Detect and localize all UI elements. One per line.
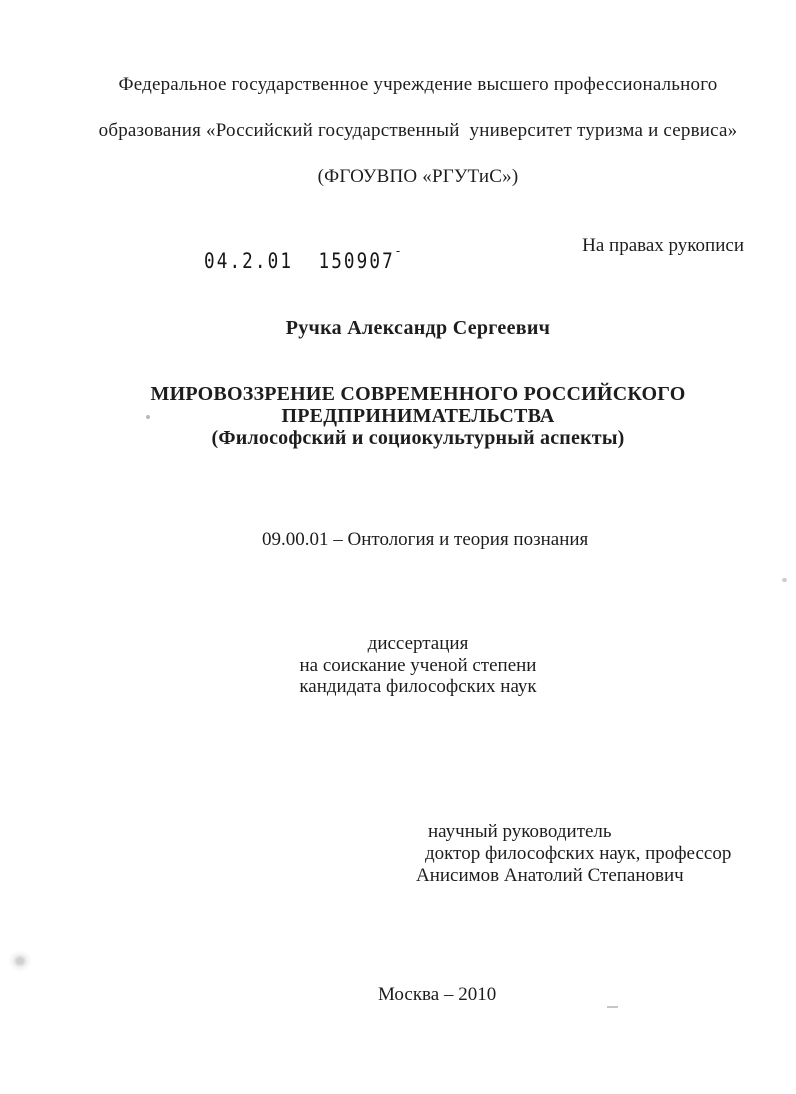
thesis-line3: кандидата философских наук (299, 676, 537, 697)
thesis-line2: на соискание ученой степени (299, 654, 537, 676)
scan-artifact-dot (782, 578, 787, 582)
thesis-statement (38, 633, 796, 698)
supervisor-info (416, 821, 731, 887)
university-header (38, 62, 796, 200)
specialty-code: 09.00.01 – Онтология и теория познания (262, 529, 589, 550)
title-line1: МИРОВОЗЗРЕНИЕ СОВРЕМЕННОГО РОССИЙСКОГО (150, 383, 686, 405)
accession-number: 04.2.01 150907 (204, 249, 395, 273)
author-name: Ручка Александр Сергеевич (285, 317, 551, 339)
supervisor-degree: доктор философских наук, профессор (425, 843, 732, 864)
supervisor-name: Анисимов Анатолий Степанович (416, 865, 684, 886)
thesis-line1: диссертация (367, 633, 469, 654)
title-subtitle: (Философский и социокультурный аспекты) (211, 427, 625, 449)
city-year: Москва – 2010 (378, 984, 497, 1005)
title-line2: ПРЕДПРИНИМАТЕЛЬСТВА (281, 405, 555, 427)
scan-artifact-dash (607, 1006, 618, 1008)
university-name-line1: Федеральное государственное учреждение высшего профессионального (118, 74, 718, 95)
dissertation-title (38, 383, 796, 449)
accession-number-stamp (204, 249, 401, 273)
manuscript-rights-note: На правах рукописи (582, 235, 744, 256)
university-name-line2: образования «Российский государственный университет туризма и сервиса» (98, 120, 738, 141)
stamp-tick-mark: ¯ (394, 250, 402, 265)
scan-artifact-smudge (8, 950, 32, 972)
supervisor-role: научный руководитель (428, 821, 612, 842)
university-abbreviation: (ФГОУВПО «РГУТиС») (317, 166, 519, 187)
